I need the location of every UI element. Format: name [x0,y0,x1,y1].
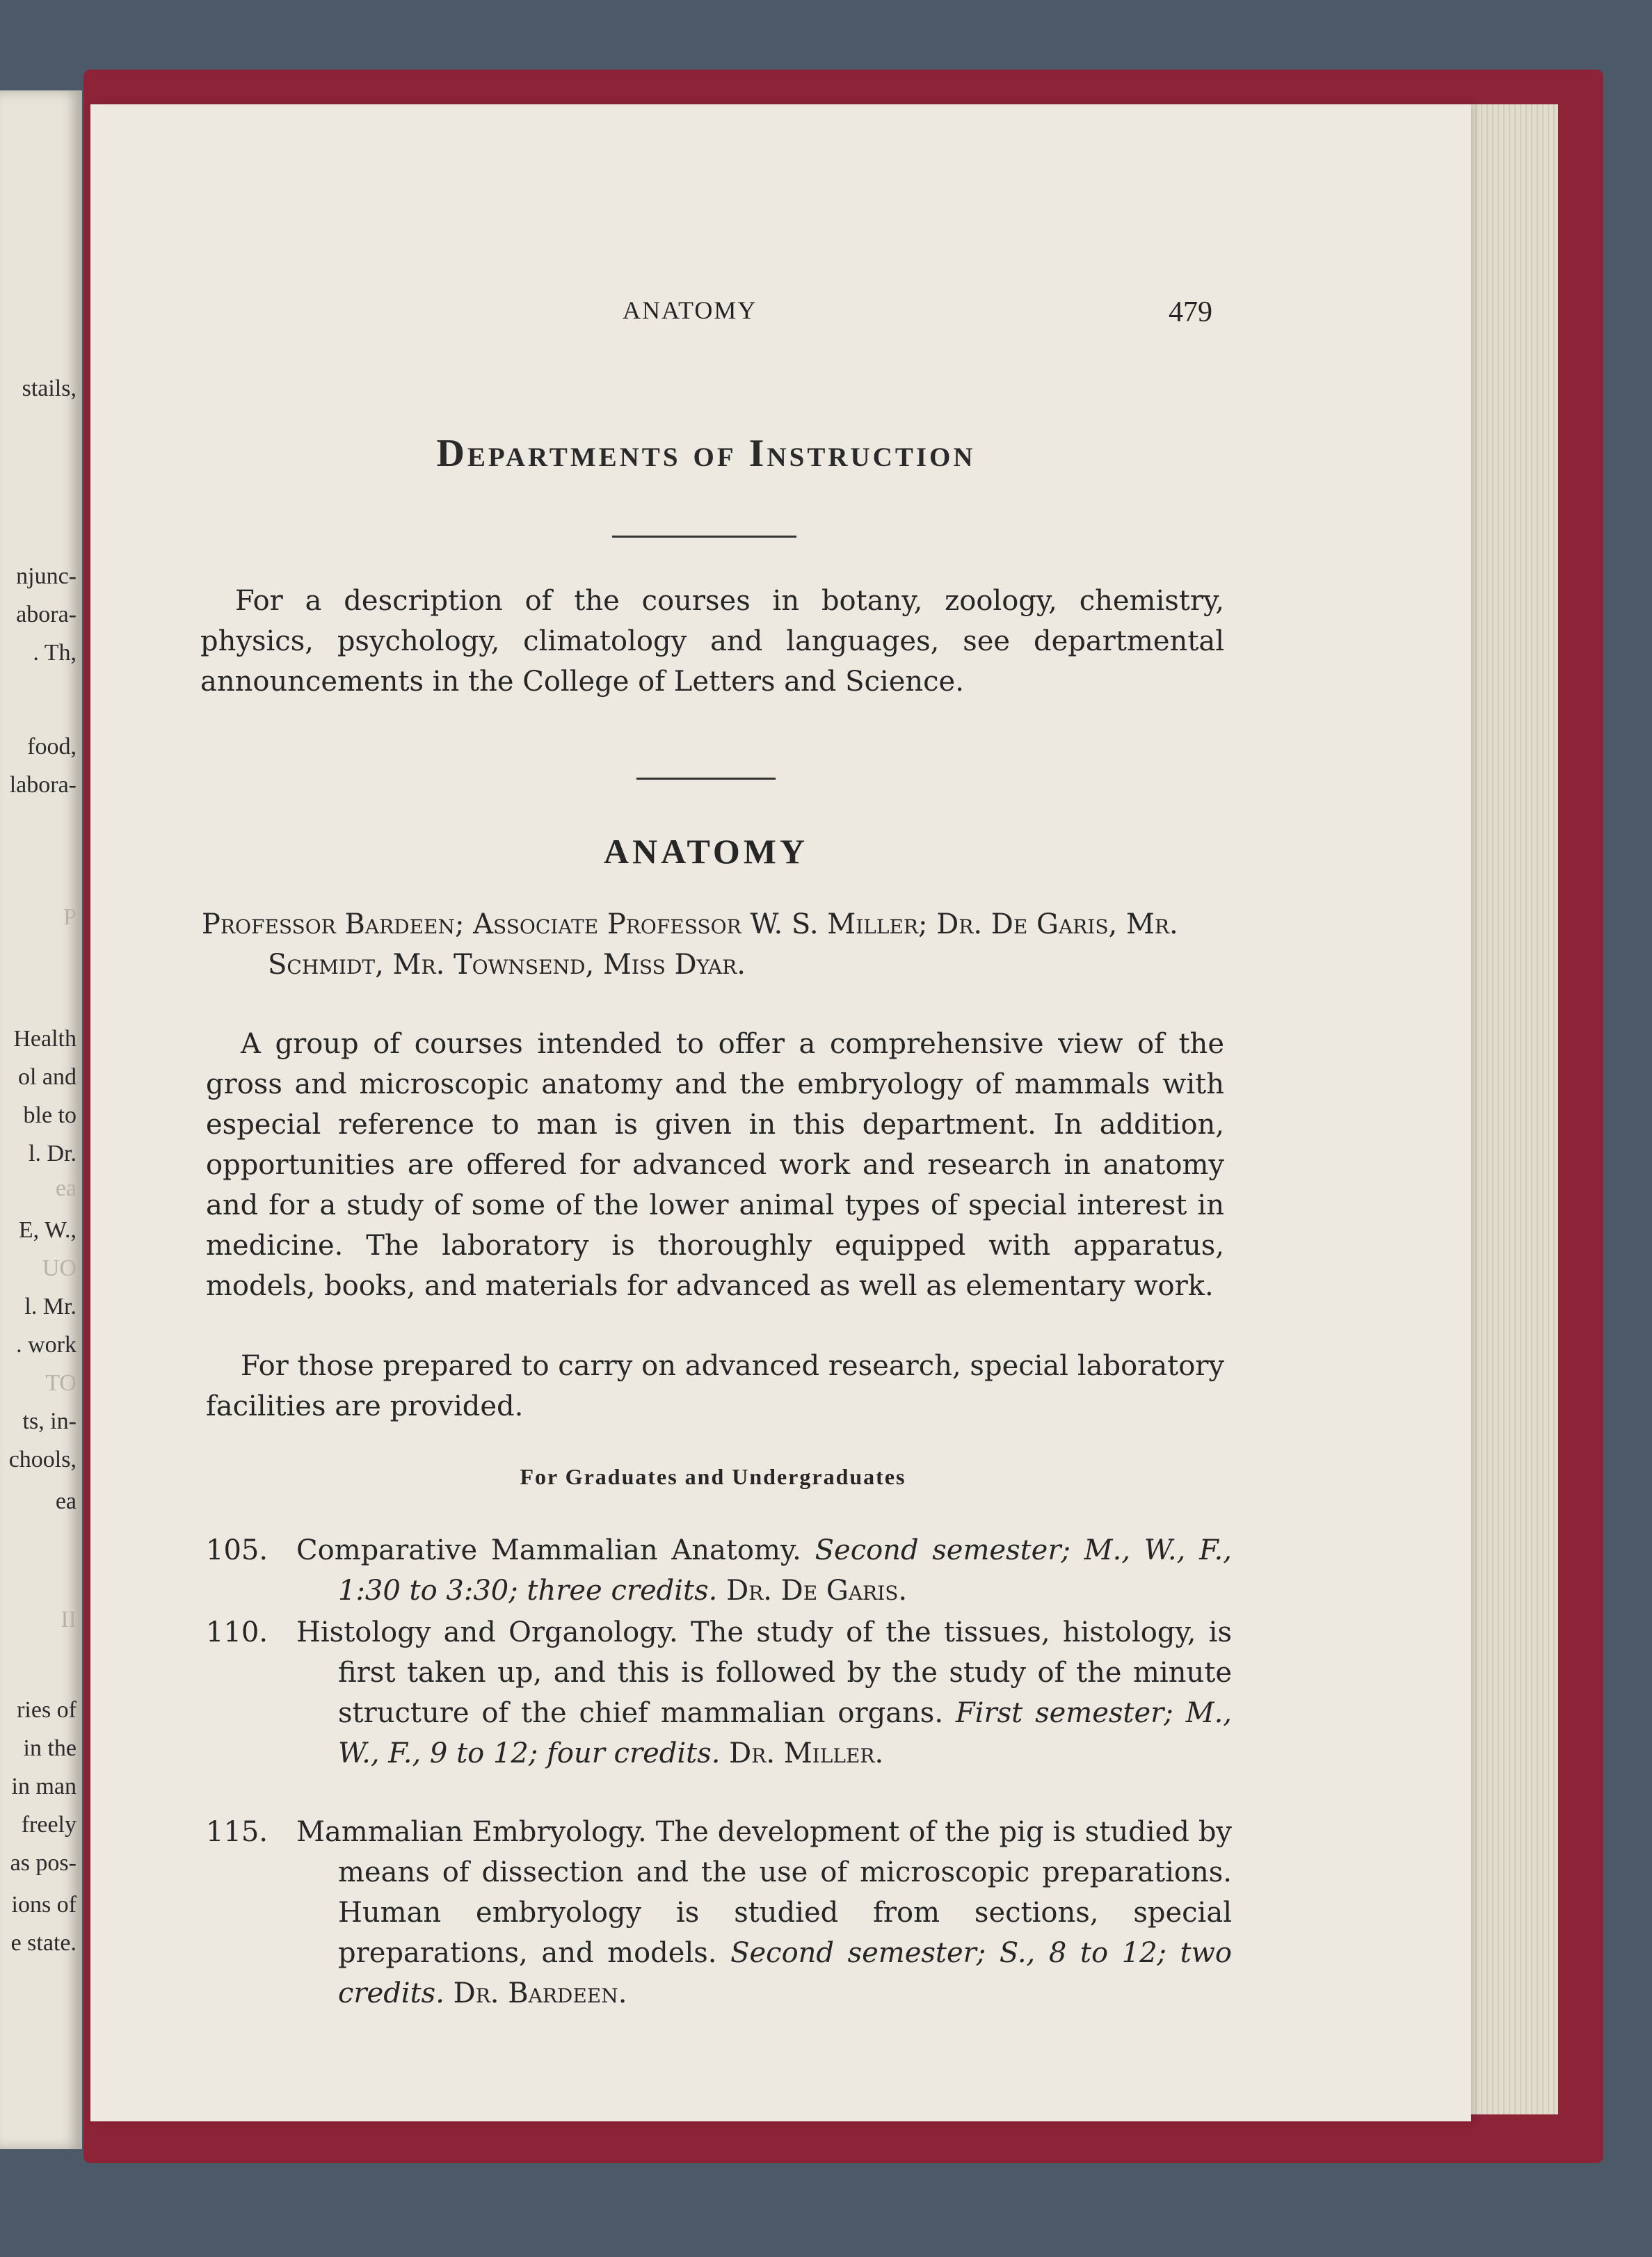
staff-list: Professor Bardeen; Associate Professor W. S. Miller; Dr. De Garis, Mr. Schmidt, Mr. Townsend, Miss Dyar. [202,908,1178,981]
left-fragment: freely [21,1812,77,1838]
left-fragment: ea [55,1488,77,1514]
left-fragment: njunc- [16,563,77,589]
course-description: The study of the tissues, histology, is first taken up, and this is followed by the study of the minute structure of the chief mammalian organs. [338,1616,1232,1729]
course-schedule: Second semester; M., W., F., 1:30 to 3:30; three credits. [338,1534,1232,1607]
course-title: Comparative Mammalian Anatomy. [296,1534,801,1566]
left-fragment: food, [27,734,77,760]
left-fragment: . work [16,1332,77,1358]
course-instructor: Dr. De Garis. [726,1575,908,1607]
section-paragraph-2: For those prepared to carry on advanced research, special laboratory facilities are provided. [206,1350,1224,1422]
intro-paragraph: For a description of the courses in botany, zoology, chemistry, physics, psychology, climatology and languages, see departmental announcements in the College of Letters and Science. [200,585,1224,698]
left-fragment: l. Mr. [24,1294,77,1319]
page-block-edge [1461,104,1558,2114]
course-schedule: First semester; M., W., F., 9 to 12; four credits. [338,1697,1232,1769]
left-fragment: ts, in- [22,1408,77,1434]
course-title: Histology and Organology. [296,1616,678,1648]
course-number: 110. [206,1616,268,1648]
course-number: 105. [206,1534,268,1566]
course-text [206,1612,1232,1774]
left-fragment: chools, [8,1447,77,1472]
left-fragment: in man [11,1774,77,1799]
course-instructor: Dr. Bardeen. [453,1977,627,2009]
section-paragraph-1: A group of courses intended to offer a comprehensive view of the gross and microscopic anatomy and the embryology of mammals with especial reference to man is given in this department. In addition, opportunities are offered for advanced work and research in anatomy and for a study of some of the lower animal types of special interest in medicine. The laboratory is thoroughly equipped with apparatus, models, books, and materials for advanced as well as elementary work. [206,1028,1224,1302]
left-fragment: Health [13,1026,77,1052]
course-entry [206,1612,1232,1774]
section-title: ANATOMY [603,832,809,871]
left-fragment: UO [42,1255,77,1281]
left-fragment: E, W., [18,1217,77,1243]
left-fragment: ions of [11,1892,77,1918]
course-entry [206,1530,1232,1611]
running-head: ANATOMY [623,296,757,324]
course-subheading: For Graduates and Undergraduates [520,1464,906,1489]
course-description: The development of the pig is studied by means of dissection and the use of microscopic preparations. Human embryology is studied from sections, special preparations, and models. [338,1816,1233,1969]
course-entry [206,1812,1232,2014]
left-fragment: stails, [22,376,77,401]
course-title: Mammalian Embryology. [296,1816,647,1848]
left-page-edge [0,90,82,2149]
left-fragment: e state. [10,1930,77,1956]
left-fragment: P [63,904,77,930]
divider-rule [636,778,776,780]
divider-rule [612,536,796,538]
left-fragment: as pos- [10,1850,77,1876]
left-fragment: ol and [17,1064,77,1090]
course-text [206,1812,1232,2014]
left-fragment: labora- [9,772,77,798]
course-number: 115. [206,1816,268,1848]
left-fragment: l. Dr. [29,1141,77,1166]
page-number: 479 [1169,296,1212,328]
course-instructor: Dr. Miller. [729,1737,884,1769]
course-text [206,1530,1232,1611]
course-schedule: Second semester; S., 8 to 12; two credits. [338,1937,1233,2009]
left-fragment: ea [55,1175,77,1201]
left-fragment: II [61,1607,77,1632]
main-heading: Departments of Instruction [436,432,976,475]
left-fragment: abora- [16,602,77,627]
left-fragment: TO [45,1370,77,1396]
left-fragment: . Th, [33,640,77,666]
left-fragment: ble to [23,1102,77,1128]
left-fragment: in the [23,1735,77,1761]
left-fragment: ries of [17,1697,77,1723]
